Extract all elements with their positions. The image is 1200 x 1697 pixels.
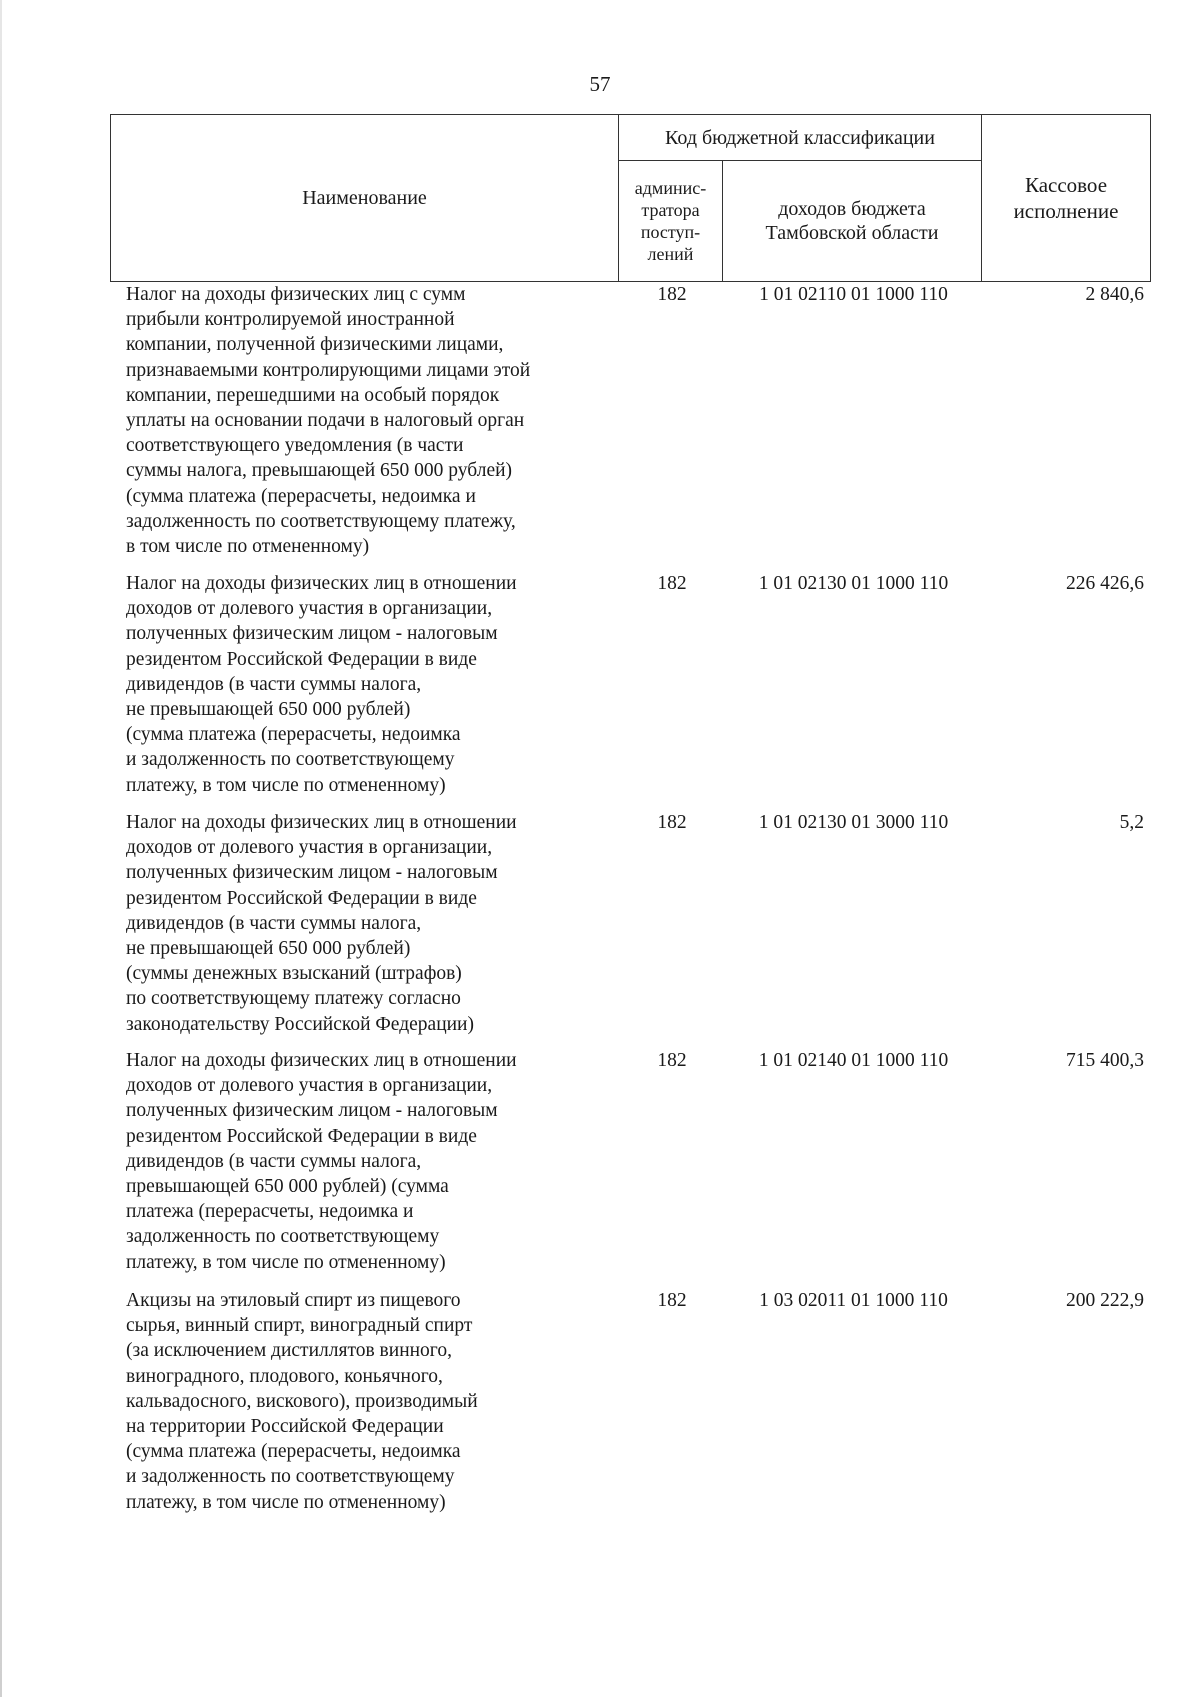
row-amount: 226 426,6 [1066, 573, 1144, 594]
row-budget-code: 1 03 02011 01 1000 110 [759, 1290, 948, 1311]
row-admin-code: 182 [657, 1290, 687, 1311]
row-name: Акцизы на этиловый спирт из пищевого сырья, винный спирт, виноградный спирт (за исключением дистиллятов винного, виноградного, плодового, коньячного, кальвадосного, вискового), производимый на территории Российской Федерации (сумма платежа (перерасчеты, недоимка и задолженность по соответствующему платежу, в том числе по отмененному) [126, 1290, 478, 1513]
page-number: 57 [589, 72, 611, 96]
row-admin-code: 182 [657, 1050, 687, 1071]
header-income-label: доходов бюджета Тамбовской области [765, 198, 939, 244]
row-budget-code: 1 01 02130 01 1000 110 [758, 573, 949, 594]
header-administrator [619, 161, 723, 281]
row-amount: 2 840,6 [1085, 284, 1144, 305]
scan-edge [0, 0, 2, 1697]
row-budget-code: 1 01 02140 01 1000 110 [758, 1050, 949, 1071]
row-budget-code: 1 01 02110 01 1000 110 [759, 284, 948, 305]
header-execution [982, 115, 1150, 281]
header-name: Наименование [111, 115, 619, 281]
row-amount: 5,2 [1119, 812, 1144, 833]
table-header [110, 114, 1151, 282]
row-admin-code: 182 [657, 284, 687, 305]
row-amount: 200 222,9 [1066, 1290, 1144, 1311]
header-income [723, 161, 982, 281]
header-execution-label: Кассовое исполнение [1013, 173, 1119, 223]
row-name: Налог на доходы физических лиц в отношении доходов от долевого участия в организации, полученных физическим лицом - налоговым резидентом Российской Федерации в виде дивидендов (в части суммы налога, не превышающей 650 000 рублей) (сумма платежа (перерасчеты, недоимка и задолженность по соответствующему платежу, в том числе по отмененному) [126, 573, 517, 796]
row-name: Налог на доходы физических лиц в отношении доходов от долевого участия в организации, полученных физическим лицом - налоговым резидентом Российской Федерации в виде дивидендов (в части суммы налога, превышающей 650 000 рублей) (сумма платежа (перерасчеты, недоимка и задолженность по соответствующему платежу, в том числе по отмененному) [126, 1050, 517, 1273]
header-administrator-label: админис- тратора поступ- лений [634, 178, 707, 264]
row-budget-code: 1 01 02130 01 3000 110 [758, 812, 949, 833]
row-admin-code: 182 [657, 812, 687, 833]
row-admin-code: 182 [657, 573, 687, 594]
header-budget-code: Код бюджетной классификации [619, 115, 982, 161]
row-name: Налог на доходы физических лиц с сумм прибыли контролируемой иностранной компании, полученной физическими лицами, признаваемыми контролирующими лицами этой компании, перешедшими на особый порядок уплаты на основании подачи в налоговый орган соответствующего уведомления (в части суммы налога, превышающей 650 000 рублей) (сумма платежа (перерасчеты, недоимка и задолженность по соответствующему платежу, в том числе по отмененному) [126, 284, 531, 558]
row-name: Налог на доходы физических лиц в отношении доходов от долевого участия в организации, полученных физическим лицом - налоговым резидентом Российской Федерации в виде дивидендов (в части суммы налога, не превышающей 650 000 рублей) (суммы денежных взысканий (штрафов) по соответствующему платежу согласно законодательству Российской Федерации) [126, 812, 517, 1035]
row-amount: 715 400,3 [1066, 1050, 1144, 1071]
